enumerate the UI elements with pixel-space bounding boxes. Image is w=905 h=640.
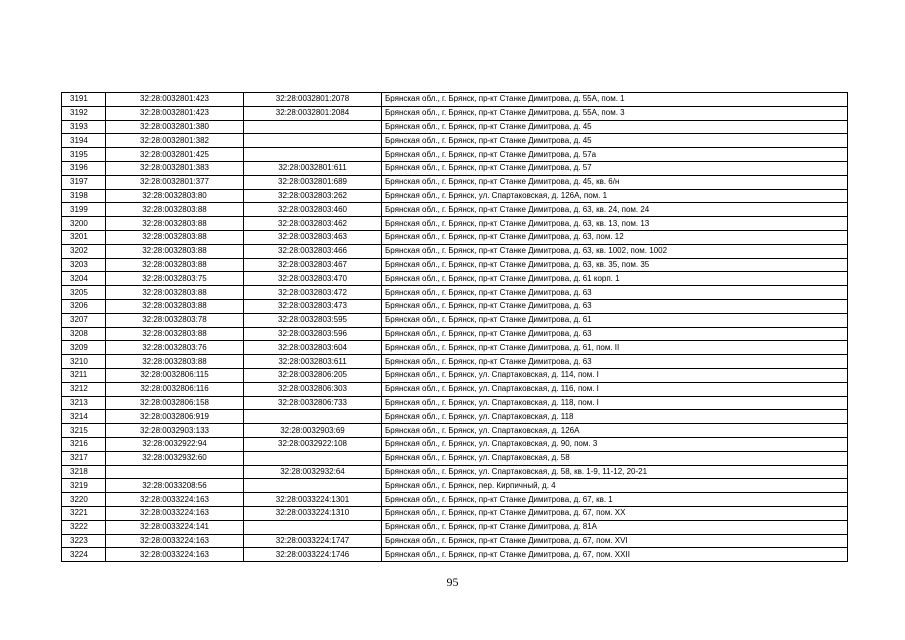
- row-number-cell: 3198: [62, 189, 106, 203]
- row-number-cell: 3199: [62, 203, 106, 217]
- cadastral-number-parcel-cell: 32:28:0032806:116: [106, 382, 244, 396]
- address-cell: Брянская обл., г. Брянск, пр-кт Станке Димитрова, д. 63, кв. 35, пом. 35: [382, 258, 848, 272]
- cadastral-number-parcel-cell: 32:28:0032801:383: [106, 161, 244, 175]
- address-cell: Брянская обл., г. Брянск, пр-кт Станке Димитрова, д. 55А, пом. 3: [382, 106, 848, 120]
- row-number-cell: 3219: [62, 479, 106, 493]
- cadastral-number-object-cell: 32:28:0033224:1747: [244, 534, 382, 548]
- cadastral-number-parcel-cell: 32:28:0032806:158: [106, 396, 244, 410]
- table-row: [62, 327, 848, 341]
- address-cell: Брянская обл., г. Брянск, пр-кт Станке Димитрова, д. 67, кв. 1: [382, 493, 848, 507]
- table-row: [62, 189, 848, 203]
- table-row: [62, 493, 848, 507]
- cadastral-number-object-cell: 32:28:0032803:462: [244, 217, 382, 231]
- address-cell: Брянская обл., г. Брянск, пр-кт Станке Димитрова, д. 63: [382, 355, 848, 369]
- cadastral-number-object-cell: 32:28:0033224:1310: [244, 506, 382, 520]
- row-number-cell: 3206: [62, 299, 106, 313]
- cadastral-number-object-cell: 32:28:0032803:472: [244, 286, 382, 300]
- table-row: [62, 341, 848, 355]
- cadastral-number-object-cell: [244, 451, 382, 465]
- table-row: [62, 313, 848, 327]
- address-cell: Брянская обл., г. Брянск, пр-кт Станке Димитрова, д. 45, кв. 6/н: [382, 175, 848, 189]
- cadastral-number-parcel-cell: 32:28:0032801:423: [106, 93, 244, 107]
- address-cell: Брянская обл., г. Брянск, ул. Спартаковская, д. 58: [382, 451, 848, 465]
- table-row: [62, 382, 848, 396]
- address-cell: Брянская обл., г. Брянск, пр-кт Станке Димитрова, д. 61, пом. II: [382, 341, 848, 355]
- cadastral-number-object-cell: 32:28:0032806:733: [244, 396, 382, 410]
- address-cell: Брянская обл., г. Брянск, пр-кт Станке Димитрова, д. 55А, пом. 1: [382, 93, 848, 107]
- cadastral-number-parcel-cell: 32:28:0032806:115: [106, 368, 244, 382]
- row-number-cell: 3217: [62, 451, 106, 465]
- table-row: [62, 424, 848, 438]
- table-row: [62, 272, 848, 286]
- address-cell: Брянская обл., г. Брянск, пр-кт Станке Димитрова, д. 67, пом. XVI: [382, 534, 848, 548]
- table-row: [62, 161, 848, 175]
- row-number-cell: 3223: [62, 534, 106, 548]
- table-row: [62, 451, 848, 465]
- table-row: [62, 355, 848, 369]
- table-row: [62, 410, 848, 424]
- cadastral-number-parcel-cell: 32:28:0032803:78: [106, 313, 244, 327]
- row-number-cell: 3194: [62, 134, 106, 148]
- address-cell: Брянская обл., г. Брянск, пр-кт Станке Димитрова, д. 81А: [382, 520, 848, 534]
- cadastral-number-parcel-cell: 32:28:0032801:423: [106, 106, 244, 120]
- address-cell: Брянская обл., г. Брянск, ул. Спартаковская, д. 90, пом. 3: [382, 437, 848, 451]
- row-number-cell: 3209: [62, 341, 106, 355]
- row-number-cell: 3218: [62, 465, 106, 479]
- row-number-cell: 3207: [62, 313, 106, 327]
- table-row: [62, 230, 848, 244]
- address-cell: Брянская обл., г. Брянск, пр-кт Станке Димитрова, д. 67, пом. XXII: [382, 548, 848, 562]
- cadastral-number-parcel-cell: 32:28:0032803:88: [106, 355, 244, 369]
- cadastral-number-parcel-cell: 32:28:0032803:88: [106, 217, 244, 231]
- cadastral-number-object-cell: 32:28:0033224:1746: [244, 548, 382, 562]
- row-number-cell: 3200: [62, 217, 106, 231]
- cadastral-number-object-cell: 32:28:0032903:69: [244, 424, 382, 438]
- cadastral-number-parcel-cell: 32:28:0032803:88: [106, 203, 244, 217]
- cadastral-number-object-cell: 32:28:0033224:1301: [244, 493, 382, 507]
- cadastral-number-parcel-cell: 32:28:0032803:88: [106, 244, 244, 258]
- address-cell: Брянская обл., г. Брянск, пр-кт Станке Димитрова, д. 45: [382, 134, 848, 148]
- cadastral-number-parcel-cell: 32:28:0033224:141: [106, 520, 244, 534]
- row-number-cell: 3211: [62, 368, 106, 382]
- cadastral-number-parcel-cell: 32:28:0033208:56: [106, 479, 244, 493]
- cadastral-number-parcel-cell: 32:28:0032801:382: [106, 134, 244, 148]
- address-cell: Брянская обл., г. Брянск, пр-кт Станке Димитрова, д. 63: [382, 327, 848, 341]
- cadastral-number-parcel-cell: [106, 465, 244, 479]
- cadastral-number-parcel-cell: 32:28:0032801:377: [106, 175, 244, 189]
- row-number-cell: 3210: [62, 355, 106, 369]
- cadastral-number-parcel-cell: 32:28:0033224:163: [106, 493, 244, 507]
- table-row: [62, 396, 848, 410]
- cadastral-number-object-cell: 32:28:0032803:466: [244, 244, 382, 258]
- row-number-cell: 3196: [62, 161, 106, 175]
- table-row: [62, 465, 848, 479]
- address-cell: Брянская обл., г. Брянск, пр-кт Станке Димитрова, д. 63, кв. 1002, пом. 1002: [382, 244, 848, 258]
- address-cell: Брянская обл., г. Брянск, пр-кт Станке Димитрова, д. 57а: [382, 148, 848, 162]
- row-number-cell: 3215: [62, 424, 106, 438]
- address-cell: Брянская обл., г. Брянск, ул. Спартаковская, д. 126А, пом. 1: [382, 189, 848, 203]
- address-cell: Брянская обл., г. Брянск, пр-кт Станке Димитрова, д. 67, пом. XX: [382, 506, 848, 520]
- table-row: [62, 479, 848, 493]
- cadastral-number-parcel-cell: 32:28:0032803:88: [106, 327, 244, 341]
- address-cell: Брянская обл., г. Брянск, ул. Спартаковская, д. 114, пом. I: [382, 368, 848, 382]
- table-row: [62, 506, 848, 520]
- cadastral-number-object-cell: [244, 479, 382, 493]
- cadastral-number-object-cell: 32:28:0032803:611: [244, 355, 382, 369]
- row-number-cell: 3195: [62, 148, 106, 162]
- cadastral-number-object-cell: 32:28:0032801:2078: [244, 93, 382, 107]
- cadastral-number-object-cell: 32:28:0032803:460: [244, 203, 382, 217]
- address-cell: Брянская обл., г. Брянск, ул. Спартаковская, д. 118: [382, 410, 848, 424]
- cadastral-number-object-cell: 32:28:0032803:262: [244, 189, 382, 203]
- table-body: [62, 93, 848, 562]
- address-cell: Брянская обл., г. Брянск, ул. Спартаковская, д. 58, кв. 1-9, 11-12, 20-21: [382, 465, 848, 479]
- address-cell: Брянская обл., г. Брянск, пр-кт Станке Димитрова, д. 63: [382, 299, 848, 313]
- table-row: [62, 244, 848, 258]
- cadastral-number-object-cell: [244, 520, 382, 534]
- cadastral-number-object-cell: [244, 148, 382, 162]
- row-number-cell: 3212: [62, 382, 106, 396]
- cadastral-number-object-cell: [244, 410, 382, 424]
- table-row: [62, 299, 848, 313]
- row-number-cell: 3202: [62, 244, 106, 258]
- cadastral-number-parcel-cell: 32:28:0032932:60: [106, 451, 244, 465]
- cadastral-number-parcel-cell: 32:28:0032803:80: [106, 189, 244, 203]
- address-cell: Брянская обл., г. Брянск, пр-кт Станке Димитрова, д. 61 корп. 1: [382, 272, 848, 286]
- table-row: [62, 175, 848, 189]
- table-row: [62, 217, 848, 231]
- row-number-cell: 3214: [62, 410, 106, 424]
- table-row: [62, 437, 848, 451]
- cadastral-number-object-cell: 32:28:0032803:470: [244, 272, 382, 286]
- row-number-cell: 3213: [62, 396, 106, 410]
- address-cell: Брянская обл., г. Брянск, пр-кт Станке Димитрова, д. 57: [382, 161, 848, 175]
- row-number-cell: 3220: [62, 493, 106, 507]
- row-number-cell: 3224: [62, 548, 106, 562]
- cadastral-number-parcel-cell: 32:28:0032922:94: [106, 437, 244, 451]
- table-row: [62, 120, 848, 134]
- row-number-cell: 3204: [62, 272, 106, 286]
- page-number: 95: [446, 575, 459, 589]
- cadastral-number-parcel-cell: 32:28:0032801:425: [106, 148, 244, 162]
- cadastral-number-object-cell: 32:28:0032806:303: [244, 382, 382, 396]
- address-cell: Брянская обл., г. Брянск, пер. Кирпичный, д. 4: [382, 479, 848, 493]
- cadastral-number-object-cell: 32:28:0032806:205: [244, 368, 382, 382]
- cadastral-number-parcel-cell: 32:28:0032803:88: [106, 230, 244, 244]
- row-number-cell: 3197: [62, 175, 106, 189]
- cadastral-table: [61, 92, 848, 562]
- address-cell: Брянская обл., г. Брянск, ул. Спартаковская, д. 126А: [382, 424, 848, 438]
- cadastral-number-object-cell: 32:28:0032803:596: [244, 327, 382, 341]
- row-number-cell: 3222: [62, 520, 106, 534]
- table-row: [62, 286, 848, 300]
- cadastral-number-parcel-cell: 32:28:0032903:133: [106, 424, 244, 438]
- cadastral-number-parcel-cell: 32:28:0033224:163: [106, 548, 244, 562]
- row-number-cell: 3192: [62, 106, 106, 120]
- row-number-cell: 3193: [62, 120, 106, 134]
- address-cell: Брянская обл., г. Брянск, пр-кт Станке Димитрова, д. 61: [382, 313, 848, 327]
- row-number-cell: 3221: [62, 506, 106, 520]
- row-number-cell: 3216: [62, 437, 106, 451]
- table-row: [62, 148, 848, 162]
- address-cell: Брянская обл., г. Брянск, пр-кт Станке Димитрова, д. 63, кв. 13, пом. 13: [382, 217, 848, 231]
- cadastral-number-object-cell: 32:28:0032922:108: [244, 437, 382, 451]
- table-row: [62, 548, 848, 562]
- address-cell: Брянская обл., г. Брянск, пр-кт Станке Димитрова, д. 63, кв. 24, пом. 24: [382, 203, 848, 217]
- table-row: [62, 534, 848, 548]
- cadastral-number-object-cell: 32:28:0032803:473: [244, 299, 382, 313]
- cadastral-number-object-cell: 32:28:0032801:2084: [244, 106, 382, 120]
- row-number-cell: 3191: [62, 93, 106, 107]
- address-cell: Брянская обл., г. Брянск, ул. Спартаковская, д. 116, пом. I: [382, 382, 848, 396]
- address-cell: Брянская обл., г. Брянск, пр-кт Станке Димитрова, д. 63, пом. 12: [382, 230, 848, 244]
- table-row: [62, 106, 848, 120]
- cadastral-number-object-cell: [244, 120, 382, 134]
- cadastral-number-parcel-cell: 32:28:0032801:380: [106, 120, 244, 134]
- cadastral-number-object-cell: 32:28:0032801:611: [244, 161, 382, 175]
- address-cell: Брянская обл., г. Брянск, пр-кт Станке Димитрова, д. 45: [382, 120, 848, 134]
- row-number-cell: 3205: [62, 286, 106, 300]
- cadastral-number-parcel-cell: 32:28:0032803:76: [106, 341, 244, 355]
- table-row: [62, 203, 848, 217]
- address-cell: Брянская обл., г. Брянск, ул. Спартаковская, д. 118, пом. I: [382, 396, 848, 410]
- cadastral-table-container: [61, 92, 848, 562]
- table-row: [62, 134, 848, 148]
- table-row: [62, 368, 848, 382]
- cadastral-number-parcel-cell: 32:28:0032803:88: [106, 299, 244, 313]
- cadastral-number-object-cell: 32:28:0032803:463: [244, 230, 382, 244]
- table-row: [62, 520, 848, 534]
- cadastral-number-object-cell: [244, 134, 382, 148]
- cadastral-number-parcel-cell: 32:28:0033224:163: [106, 506, 244, 520]
- address-cell: Брянская обл., г. Брянск, пр-кт Станке Димитрова, д. 63: [382, 286, 848, 300]
- cadastral-number-object-cell: 32:28:0032932:64: [244, 465, 382, 479]
- cadastral-number-object-cell: 32:28:0032803:467: [244, 258, 382, 272]
- cadastral-number-object-cell: 32:28:0032801:689: [244, 175, 382, 189]
- cadastral-number-parcel-cell: 32:28:0032803:88: [106, 258, 244, 272]
- cadastral-number-parcel-cell: 32:28:0032806:919: [106, 410, 244, 424]
- row-number-cell: 3203: [62, 258, 106, 272]
- cadastral-number-object-cell: 32:28:0032803:595: [244, 313, 382, 327]
- row-number-cell: 3201: [62, 230, 106, 244]
- cadastral-number-parcel-cell: 32:28:0033224:163: [106, 534, 244, 548]
- cadastral-number-parcel-cell: 32:28:0032803:75: [106, 272, 244, 286]
- table-row: [62, 258, 848, 272]
- row-number-cell: 3208: [62, 327, 106, 341]
- table-row: [62, 93, 848, 107]
- cadastral-number-parcel-cell: 32:28:0032803:88: [106, 286, 244, 300]
- cadastral-number-object-cell: 32:28:0032803:604: [244, 341, 382, 355]
